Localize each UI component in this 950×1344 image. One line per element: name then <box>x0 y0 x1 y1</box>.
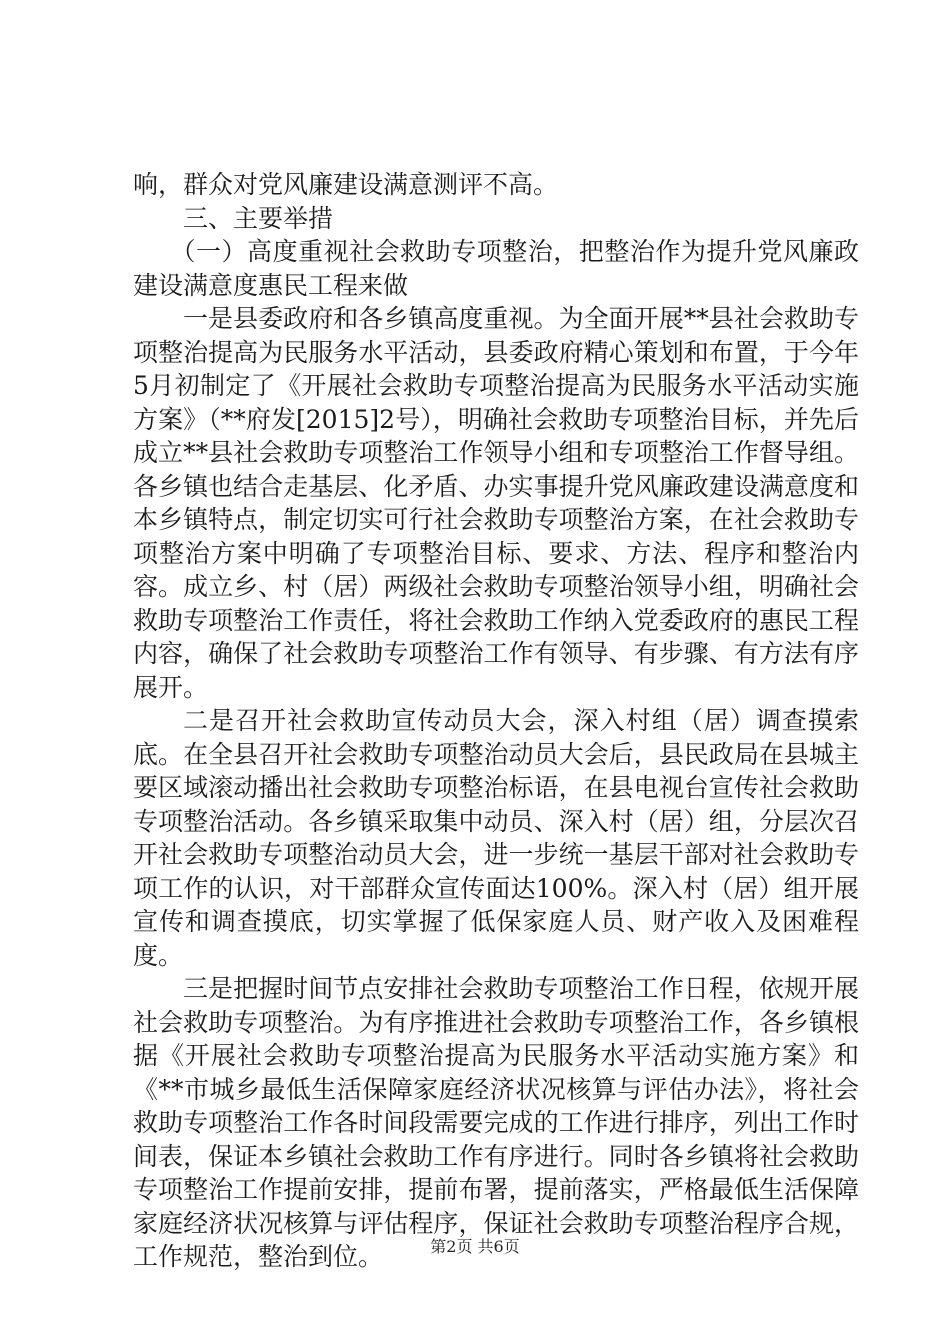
paragraph-continuation: 响，群众对党风廉建设满意测评不高。 <box>133 170 559 199</box>
subsection-heading: （一）高度重视社会救助专项整治，把整治作为提升党风廉政建设满意度惠民工程来做 <box>133 237 859 300</box>
paragraph-measure-two: 二是召开社会救助宣传动员大会，深入村组（居）调查摸索底。在全县召开社会救助专项整治动员大会后，县民政局在县城主要区域滚动播出社会救助专项整治标语，在县电视台宣传社会救助专项整治活动。各乡镇采取集中动员、深入村（居）组，分层次召开社会救助专项整治动员大会，进一步统一基层干部对社会救助专项工作的认识，对干部群众宣传面达100%。深入村（居）组开展宣传和调查摸底，切实掌握了低保家庭人员、财产收入及困难程度。 <box>133 706 859 970</box>
paragraph-measure-three: 三是把握时间节点安排社会救助专项整治工作日程，依规开展社会救助专项整治。为有序推进社会救助专项整治工作，各乡镇根据《开展社会救助专项整治提高为民服务水平活动实施方案》和《**市城乡最低生活保障家庭经济状况核算与评估办法》，将社会救助专项整治工作各时间段需要完成的工作进行排序，列出工作时间表，保证本乡镇社会救助工作有序进行。同时各乡镇将社会救助专项整治工作提前安排，提前布署，提前落实，严格最低生活保障家庭经济状况核算与评估程序，保证社会救助专项整治程序合规，工作规范，整治到位。 <box>133 974 859 1271</box>
section-heading: 三、主要举措 <box>183 203 334 233</box>
document-body <box>133 168 859 1274</box>
paragraph-measure-one: 一是县委政府和各乡镇高度重视。为全面开展**县社会救助专项整治提高为民服务水平活动，县委政府精心策划和布置，于今年5月初制定了《开展社会救助专项整治提高为民服务水平活动实施方案》（**府发[2015]2号），明确社会救助专项整治目标，并先后成立**县社会救助专项整治工作领导小组和专项整治工作督导组。各乡镇也结合走基层、化矛盾、办实事提升党风廉政建设满意度和本乡镇特点，制定切实可行社会救助专项整治方案，在社会救助专项整治方案中明确了专项整治目标、要求、方法、程序和整治内容。成立乡、村（居）两级社会救助专项整治领导小组，明确社会救助专项整治工作责任，将社会救助工作纳入党委政府的惠民工程内容，确保了社会救助专项整治工作有领导、有步骤、有方法有序展开。 <box>133 304 859 702</box>
page-number-footer: 第2页 共6页 <box>430 1237 520 1256</box>
